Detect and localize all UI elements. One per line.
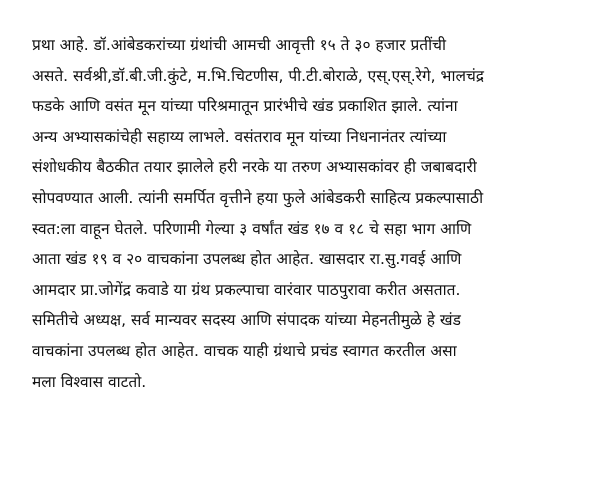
text-line-7: स्वत:ला वाहून घेतले. परिणामी गेल्या ३ वर्षांत खंड १७ व १८ चे सहा भाग आणि <box>32 219 472 238</box>
text-line-1: प्रथा आहे. डॉ.आंबेडकरांच्या ग्रंथांची आमची आवृत्ती १५ ते ३० हजार प्रतींची <box>32 36 446 54</box>
text-line-9: आमदार प्रा.जोगेंद्र कवाडे या ग्रंथ प्रकल्पाचा वारंवार पाठपुरावा करीत असतात. <box>32 280 461 299</box>
text-line-12: मला विश्वास वाटतो. <box>32 372 147 391</box>
text-line-11: वाचकांना उपलब्ध होत आहेत. वाचक याही ग्रंथाचे प्रचंड स्वागत करतील असा <box>32 341 457 360</box>
text-line-5: संशोधकीय बैठकीत तयार झालेले हरी नरके या तरुण अभ्यासकांवर ही जबाबदारी <box>32 158 477 177</box>
text-line-2: असते. सर्वश्री,डॉ.बी.जी.कुंटे, म.भि.चिटणीस, पी.टी.बोराळे, एस्.एस्.रेगे, भालचंद्र <box>32 66 485 85</box>
text-line-10: समितीचे अध्यक्ष, सर्व मान्यवर सदस्य आणि संपादक यांच्या मेहनतीमुळे हे खंड <box>32 311 461 330</box>
text-line-4: अन्य अभ्यासकांचेही सहाय्य लाभले. वसंतराव मून यांच्या निधनानंतर त्यांच्या <box>32 127 447 146</box>
body-paragraph <box>32 30 592 397</box>
text-line-3: फडके आणि वसंत मून यांच्या परिश्रमातून प्रारंभीचे खंड प्रकाशित झाले. त्यांना <box>32 97 458 116</box>
text-line-6: सोपवण्यात आली. त्यांनी समर्पित वृत्तीने हया फुले आंबेडकरी साहित्य प्रकल्पासाठी <box>32 188 484 207</box>
text-line-8: आता खंड १९ व २० वाचकांना उपलब्ध होत आहेत. खासदार रा.सु.गवई आणि <box>32 250 462 269</box>
